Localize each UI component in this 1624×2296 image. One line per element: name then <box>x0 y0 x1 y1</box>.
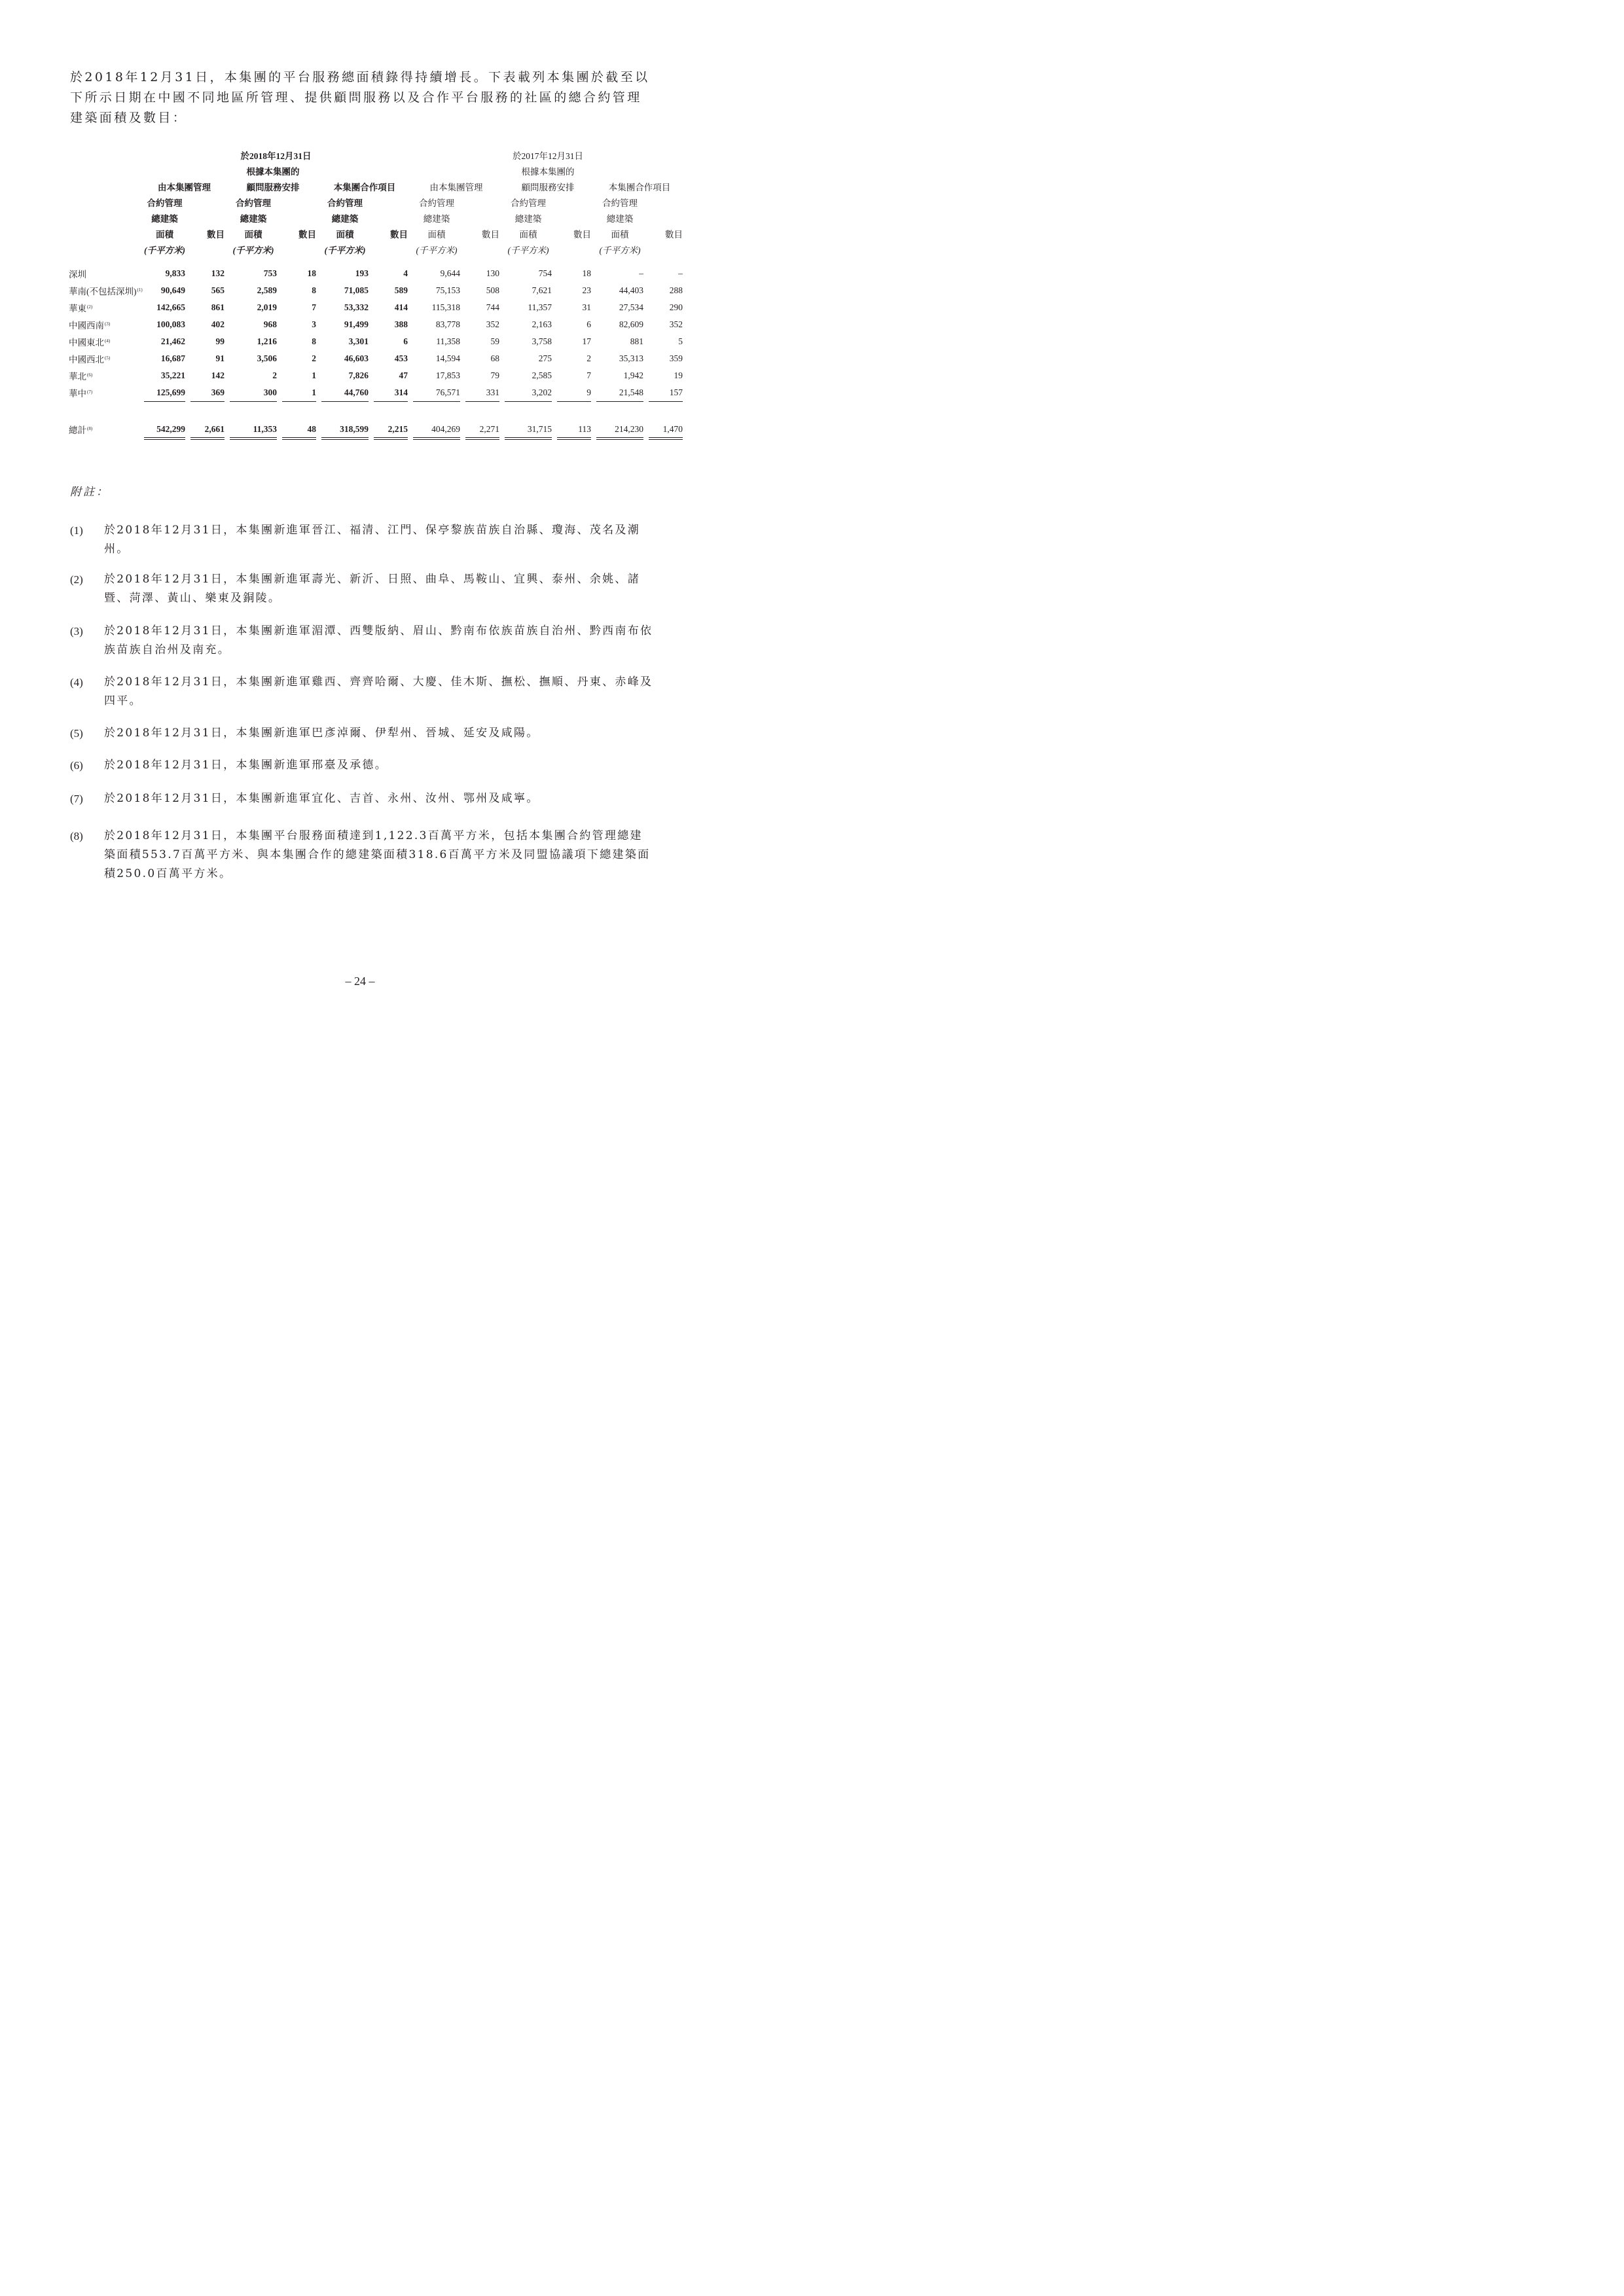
area-cell: 83,778 <box>435 319 460 329</box>
count-cell: 48 <box>282 402 316 439</box>
area-header-line1: 合約管理 <box>236 198 271 208</box>
area-cell: 35,221 <box>160 370 185 380</box>
count-cell: 1 <box>312 370 316 380</box>
area-cell: 11,358 <box>436 336 460 346</box>
area-cell: 31,715 <box>505 402 552 439</box>
area-cell: 44,403 <box>619 285 643 295</box>
note-item <box>70 673 655 711</box>
count-cell: 19 <box>674 370 683 380</box>
note-number: (6) <box>70 759 83 772</box>
count-cell: 6 <box>403 336 408 346</box>
count-cell: 388 <box>394 319 408 329</box>
count-cell: 744 <box>486 302 499 312</box>
count-cell: 1,470 <box>649 402 683 439</box>
count-cell: 91 <box>215 353 225 363</box>
notes-title: 附註： <box>70 486 109 499</box>
count-cell: 453 <box>394 353 408 363</box>
count-header: 數目 <box>390 230 408 240</box>
count-cell: 47 <box>399 370 408 380</box>
area-header-line3: 面積 <box>156 230 173 240</box>
note-item <box>70 756 655 775</box>
count-header: 數目 <box>298 230 316 240</box>
footnote-ref: (6) <box>87 372 93 378</box>
managed-header-2018: 由本集團管理 <box>158 183 211 192</box>
area-cell: 35,313 <box>619 353 643 363</box>
count-cell: 157 <box>649 384 683 402</box>
footnote-ref: (8) <box>87 426 93 431</box>
count-cell: 414 <box>394 302 408 312</box>
note-number: (1) <box>70 524 83 537</box>
area-cell: 142,665 <box>156 302 185 312</box>
note-text: 於2018年12月31日，本集團新進軍晉江、福清、江門、保亭黎族苗族自治縣、瓊海、茂名及潮州。 <box>104 524 641 556</box>
area-cell: 44,760 <box>321 384 369 402</box>
unit-header: (千平方米) <box>507 245 549 255</box>
note-number: (2) <box>70 573 83 586</box>
count-cell: 589 <box>394 285 408 295</box>
region-label: 華南(不包括深圳) <box>69 287 137 296</box>
area-cell: 14,594 <box>435 353 460 363</box>
area-cell: 754 <box>538 268 552 278</box>
area-cell: 9,644 <box>440 268 460 278</box>
count-cell: 352 <box>669 319 683 329</box>
region-label: 中國西南 <box>69 321 104 331</box>
note-item <box>70 827 655 884</box>
count-cell: 861 <box>211 302 225 312</box>
count-cell: 359 <box>669 353 683 363</box>
count-cell: 7 <box>586 370 591 380</box>
count-cell: 79 <box>490 370 499 380</box>
area-header-line3: 面積 <box>244 230 262 240</box>
page-number: – 24 – <box>345 975 375 988</box>
area-cell: 46,603 <box>344 353 369 363</box>
count-cell: 59 <box>490 336 499 346</box>
note-item <box>70 789 655 808</box>
count-header: 數目 <box>573 230 591 240</box>
count-cell: 99 <box>215 336 225 346</box>
area-cell: 115,318 <box>431 302 460 312</box>
count-cell: 369 <box>190 384 225 402</box>
count-cell: 18 <box>582 268 591 278</box>
note-number: (4) <box>70 676 83 689</box>
area-cell: 91,499 <box>344 319 369 329</box>
count-cell: 2 <box>312 353 316 363</box>
intro-paragraph: 於2018年12月31日，本集團的平台服務總面積錄得持續增長。下表載列本集團於截至以下所示日期在中國不同地區所管理、提供顧問服務以及合作平台服務的社區的總合約管理建築面積及數目： <box>70 70 650 125</box>
area-cell: 11,357 <box>528 302 552 312</box>
region-label: 中國西北 <box>69 355 104 365</box>
area-cell: 27,534 <box>619 302 643 312</box>
partner-header-2018: 本集團合作項目 <box>333 183 396 192</box>
count-cell: 2,215 <box>374 402 408 439</box>
table-row <box>69 316 683 333</box>
unit-header: (千平方米) <box>324 245 366 255</box>
note-text: 於2018年12月31日，本集團新進軍湄潭、西雙版納、眉山、黔南布依族苗族自治州、黔西南布依族苗族自治州及南充。 <box>104 624 653 656</box>
area-cell: 71,085 <box>344 285 369 295</box>
partner-header-2017: 本集團合作項目 <box>608 183 671 192</box>
area-cell: 11,353 <box>230 402 277 439</box>
area-header-line2: 總建築 <box>151 214 178 224</box>
count-cell: 4 <box>403 268 408 278</box>
count-cell: 132 <box>211 268 225 278</box>
area-cell: 82,609 <box>619 319 643 329</box>
table-row <box>69 282 683 299</box>
note-text: 於2018年12月31日，本集團平台服務面積達到1,122.3百萬平方米，包括本集團合約管理總建築面積553.7百萬平方米、與本集團合作的總建築面積318.6百萬平方米及同盟協議項下總建築面積250.0百萬平方米。 <box>104 829 651 880</box>
region-label: 華北 <box>69 372 86 382</box>
count-cell: 31 <box>582 302 591 312</box>
managed-header-2017: 由本集團管理 <box>429 183 483 192</box>
area-cell: 3,506 <box>257 353 277 363</box>
note-text: 於2018年12月31日，本集團新進軍雞西、齊齊哈爾、大慶、佳木斯、撫松、撫順、丹東、赤峰及四平。 <box>104 675 653 708</box>
area-header-line2: 總建築 <box>423 214 450 224</box>
area-cell: 16,687 <box>160 353 185 363</box>
area-cell: 21,462 <box>160 336 185 346</box>
consult-header-2017-line2: 顧問服務安排 <box>521 183 575 192</box>
count-cell: 2,271 <box>465 402 499 439</box>
area-header-line1: 合約管理 <box>419 198 454 208</box>
count-cell: 18 <box>307 268 316 278</box>
footnote-ref: (4) <box>105 338 111 344</box>
area-cell: 968 <box>263 319 277 329</box>
area-cell: 9,833 <box>165 268 185 278</box>
area-cell: 404,269 <box>413 402 460 439</box>
unit-header: (千平方米) <box>599 245 641 255</box>
consult-header-2018-line1: 根據本集團的 <box>246 167 300 177</box>
note-number: (3) <box>70 625 83 637</box>
count-cell: 8 <box>312 285 316 295</box>
table-row <box>69 367 683 384</box>
region-label: 深圳 <box>69 270 86 279</box>
area-cell: 214,230 <box>596 402 643 439</box>
count-header: 數目 <box>665 230 683 240</box>
count-cell: 9 <box>557 384 591 402</box>
count-cell: 331 <box>465 384 499 402</box>
count-cell: 113 <box>557 402 591 439</box>
note-text: 於2018年12月31日，本集團新進軍邢臺及承德。 <box>104 759 388 772</box>
area-header-line2: 總建築 <box>606 214 634 224</box>
note-text: 於2018年12月31日，本集團新進軍巴彥淖爾、伊犁州、晉城、延安及咸陽。 <box>104 726 539 740</box>
table-row <box>69 384 683 402</box>
count-cell: 3 <box>312 319 316 329</box>
date-header-2017: 於2017年12月31日 <box>513 151 583 161</box>
region-label: 華中 <box>69 389 86 399</box>
area-cell: 300 <box>230 384 277 402</box>
count-cell: 1 <box>282 384 316 402</box>
count-cell: 8 <box>312 336 316 346</box>
area-cell: – <box>639 268 643 278</box>
area-cell: 1,942 <box>623 370 643 380</box>
table-row <box>69 350 683 367</box>
note-number: (7) <box>70 793 83 805</box>
count-cell: 314 <box>374 384 408 402</box>
area-cell: 2,163 <box>532 319 552 329</box>
count-cell: 402 <box>211 319 225 329</box>
consult-header-2018-line2: 顧問服務安排 <box>246 183 300 192</box>
footnote-ref: (2) <box>87 304 93 310</box>
count-cell: – <box>678 268 683 278</box>
note-item <box>70 521 655 559</box>
area-cell: 753 <box>263 268 277 278</box>
area-cell: 2,019 <box>257 302 277 312</box>
region-label: 華東 <box>69 304 86 314</box>
unit-header: (千平方米) <box>232 245 274 255</box>
count-cell: 68 <box>490 353 499 363</box>
area-cell: 881 <box>630 336 643 346</box>
count-cell: 7 <box>312 302 316 312</box>
area-header-line1: 合約管理 <box>602 198 638 208</box>
count-header: 數目 <box>207 230 225 240</box>
count-cell: 17 <box>582 336 591 346</box>
date-header-2018: 於2018年12月31日 <box>240 151 312 161</box>
area-cell: 193 <box>355 268 369 278</box>
table-row <box>69 299 683 316</box>
consult-header-2017-line1: 根據本集團的 <box>521 167 575 177</box>
count-cell: 508 <box>486 285 499 295</box>
area-header-line3: 面積 <box>427 230 446 240</box>
area-cell: 90,649 <box>160 285 185 295</box>
area-cell: 275 <box>538 353 552 363</box>
area-cell: 76,571 <box>413 384 460 402</box>
area-header-line1: 合約管理 <box>511 198 546 208</box>
area-cell: 2 <box>272 370 277 380</box>
count-cell: 23 <box>582 285 591 295</box>
note-text: 於2018年12月31日，本集團新進軍宜化、吉首、永州、汝州、鄂州及咸寧。 <box>104 792 539 805</box>
footnote-ref: (1) <box>137 287 143 293</box>
note-number: (8) <box>70 830 83 842</box>
area-cell: 7,826 <box>348 370 369 380</box>
count-cell: 290 <box>669 302 683 312</box>
count-cell: 288 <box>669 285 683 295</box>
contracted-gfa-table <box>69 147 683 440</box>
area-cell: 3,202 <box>505 384 552 402</box>
area-header-line2: 總建築 <box>240 214 267 224</box>
area-header-line2: 總建築 <box>514 214 542 224</box>
area-header-line1: 合約管理 <box>327 198 363 208</box>
note-text: 於2018年12月31日，本集團新進軍壽光、新沂、日照、曲阜、馬鞍山、宜興、泰州、余姚、諸暨、菏澤、黃山、樂東及銅陵。 <box>104 573 641 605</box>
count-cell: 565 <box>211 285 225 295</box>
note-item <box>70 570 655 608</box>
unit-header: (千平方米) <box>416 245 458 255</box>
note-item <box>70 622 655 660</box>
footnote-ref: (5) <box>105 355 111 361</box>
area-cell: 318,599 <box>321 402 369 439</box>
region-label: 總計 <box>69 425 86 435</box>
area-cell: 100,083 <box>156 319 185 329</box>
area-header-line3: 面積 <box>519 230 537 240</box>
area-header-line3: 面積 <box>611 230 629 240</box>
area-cell: 21,548 <box>596 384 643 402</box>
table-row <box>69 333 683 350</box>
count-cell: 142 <box>211 370 225 380</box>
count-cell: 5 <box>678 336 683 346</box>
footnote-ref: (7) <box>87 389 93 395</box>
count-cell: 130 <box>486 268 499 278</box>
area-cell: 542,299 <box>144 402 185 439</box>
count-cell: 6 <box>586 319 591 329</box>
area-cell: 3,758 <box>532 336 552 346</box>
unit-header: (千平方米) <box>144 245 185 255</box>
table-row <box>69 265 683 282</box>
total-row <box>69 402 683 439</box>
area-cell: 7,621 <box>532 285 552 295</box>
area-header-line2: 總建築 <box>331 214 359 224</box>
note-item <box>70 724 655 743</box>
area-cell: 17,853 <box>435 370 460 380</box>
area-cell: 2,589 <box>257 285 277 295</box>
area-cell: 125,699 <box>144 384 185 402</box>
note-number: (5) <box>70 727 83 740</box>
area-header-line1: 合約管理 <box>147 198 183 208</box>
count-header: 數目 <box>482 230 499 240</box>
area-cell: 53,332 <box>344 302 369 312</box>
count-cell: 2 <box>586 353 591 363</box>
count-cell: 2,661 <box>190 402 225 439</box>
region-label: 中國東北 <box>69 338 104 348</box>
area-cell: 2,585 <box>532 370 552 380</box>
area-cell: 1,216 <box>257 336 277 346</box>
area-cell: 75,153 <box>435 285 460 295</box>
footnote-ref: (3) <box>105 321 111 327</box>
area-header-line3: 面積 <box>336 230 354 240</box>
area-cell: 3,301 <box>348 336 369 346</box>
count-cell: 352 <box>486 319 499 329</box>
